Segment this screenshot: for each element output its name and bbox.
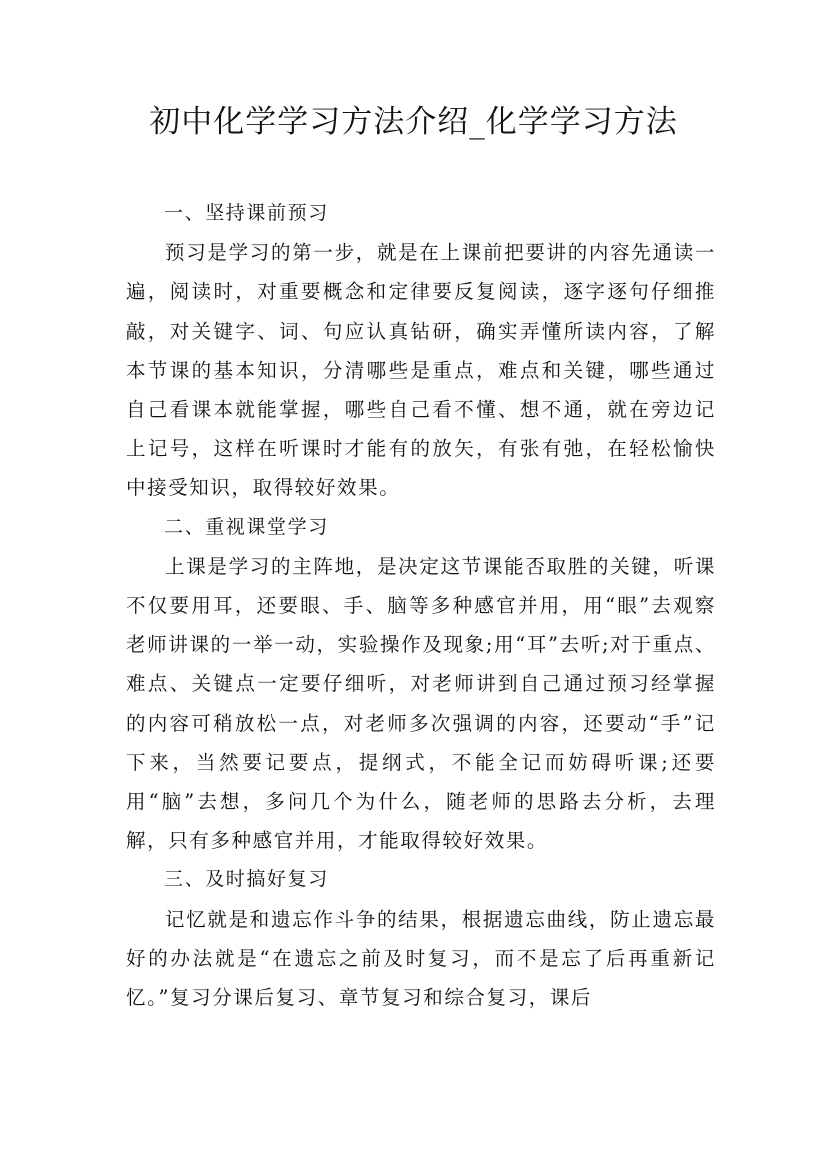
section-paragraph-3: 记忆就是和遗忘作斗争的结果，根据遗忘曲线，防止遗忘最好的办法就是“在遗忘之前及时复习，而不是忘了后再重新记忆。”复习分课后复习、章节复习和综合复习，课后 [126,907,716,1010]
document-title: 初中化学学习方法介绍_化学学习方法 [149,104,678,140]
section-heading-2: 二、重视课堂学习 [164,515,329,538]
section-paragraph-2: 上课是学习的主阵地，是决定这节课能否取胜的关键，听课不仅要用耳，还要眼、手、脑等多种感官并用，用“眼”去观察老师讲课的一举一动，实验操作及现象;用“耳”去听;对于重点、难点、关键点一定要仔细听，对老师讲到自己通过预习经掌握的内容可稍放松一点，对老师多次强调的内容，还要动“手”记下来，当然要记要点，提纲式，不能全记而妨碍听课;还要用“脑”去想，多问几个为什么，随老师的思路去分析，去理解，只有多种感官并用，才能取得较好效果。 [126,554,716,853]
section-heading-3: 三、及时搞好复习 [164,868,329,891]
section-paragraph-1: 预习是学习的第一步，就是在上课前把要讲的内容先通读一遍，阅读时，对重要概念和定律要反复阅读，逐字逐句仔细推敲，对关键字、词、句应认真钻研，确实弄懂所读内容，了解本节课的基本知识，分清哪些是重点，难点和关键，哪些通过自己看课本就能掌握，哪些自己看不懂、想不通，就在旁边记上记号，这样在听课时才能有的放矢，有张有弛，在轻松愉快中接受知识，取得较好效果。 [126,241,716,500]
document-body [126,194,716,1017]
section-heading-1: 一、坚持课前预习 [164,202,329,224]
